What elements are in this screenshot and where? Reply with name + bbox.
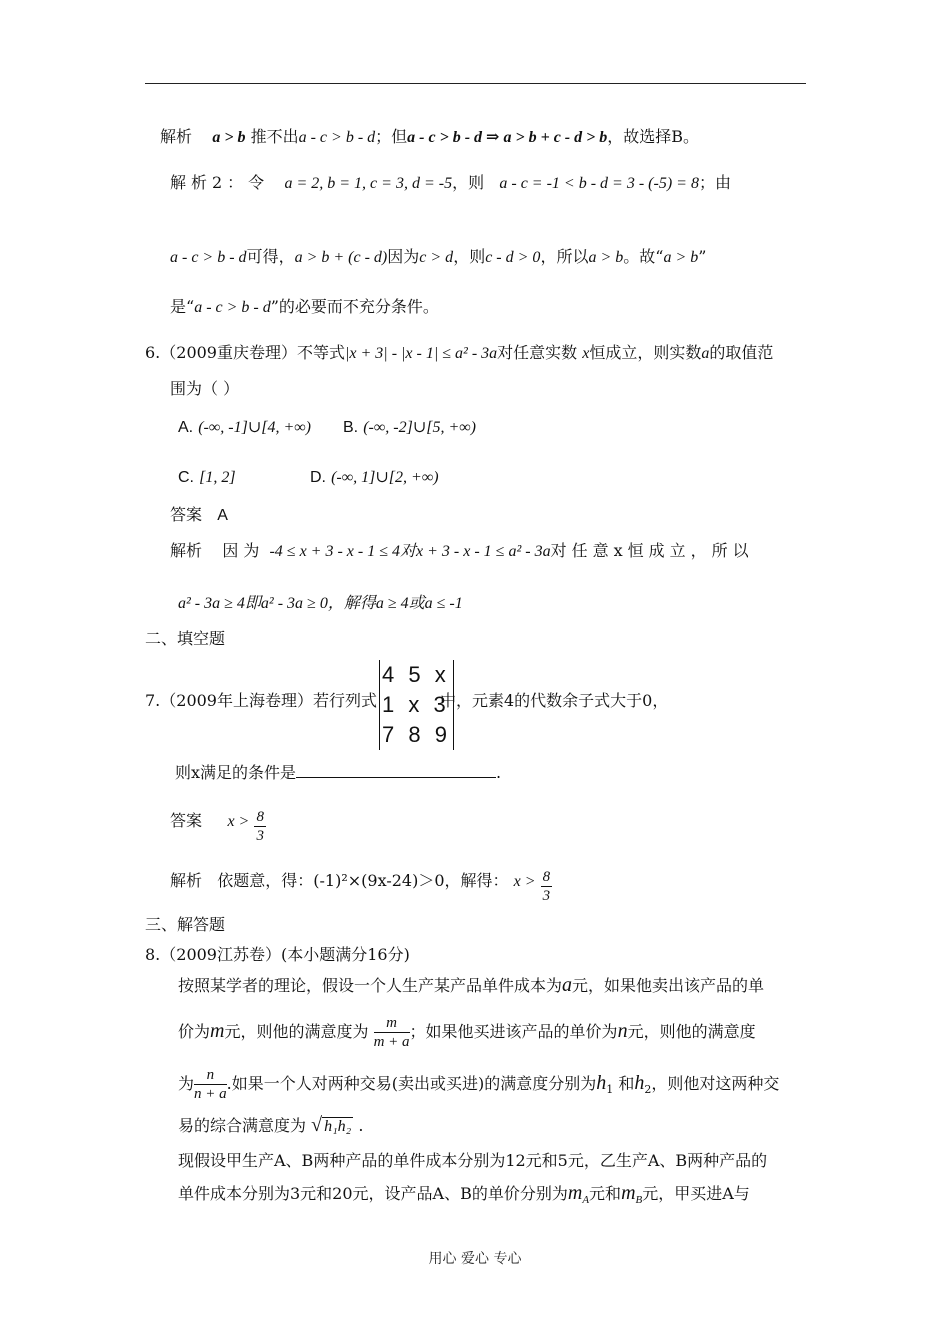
math-expr: a - c > b - d — [170, 249, 247, 266]
subscript: 1 — [606, 1083, 614, 1097]
math-var: m — [210, 1020, 225, 1042]
math-var: a — [562, 974, 573, 996]
option-a — [178, 416, 311, 439]
question-7-answer — [170, 808, 266, 845]
math-var: a — [701, 345, 710, 362]
math-expr: a - c > b - d — [298, 129, 376, 146]
fraction — [374, 1014, 410, 1051]
analysis-2c-line — [170, 296, 439, 319]
text: 元，如果他卖出该产品的单 — [572, 976, 765, 995]
option-label: D. — [310, 469, 326, 486]
determinant-row: 1 x 3 — [382, 692, 450, 717]
option-d — [310, 466, 439, 489]
math-expr: a > b + (c - d) — [294, 249, 388, 266]
option-label: C. — [178, 469, 194, 486]
text: 则x满足的条件是 — [175, 763, 297, 782]
text: . — [358, 1116, 364, 1135]
text: 。故“ — [623, 247, 664, 266]
math-expr: x > — [227, 813, 250, 830]
text: 元，则他的满意度为 — [224, 1022, 369, 1041]
radicand: h₁h₂ — [324, 1118, 352, 1135]
math-expr: |x + 3| - |x - 1| ≤ a² - 3a — [345, 345, 498, 362]
math-expr: -4 ≤ x + 3 - x - 1 ≤ 4对x + 3 - x - 1 ≤ a² - 3a — [269, 543, 551, 560]
analysis-label: 解析 — [170, 871, 203, 890]
text: ；由 — [698, 173, 731, 192]
text: .如果一个人对两种交易(卖出或买进)的满意度分别为 — [226, 1074, 597, 1093]
math-expr: a > b — [588, 249, 624, 266]
text: 元，甲买进A与 — [642, 1184, 750, 1203]
fraction-denominator: n + a — [194, 1086, 227, 1102]
question-8-p3 — [178, 1066, 779, 1103]
text: ；但 — [375, 127, 408, 146]
question-number: 6.（2009重庆卷理）不等式 — [145, 343, 345, 362]
option-b — [343, 416, 476, 439]
question-7-text: 中，元素4的代数余子式大于0， — [440, 691, 669, 710]
answer-value: A — [217, 507, 228, 524]
text: ，则 — [453, 247, 486, 266]
text: 对任意实数 — [497, 343, 578, 362]
text: 按照某学者的理论，假设一个人生产某产品单件成本为 — [178, 976, 563, 995]
subscript: B — [635, 1194, 643, 1207]
math-expr: a > b — [212, 129, 246, 146]
text: 价为 — [178, 1022, 211, 1041]
math-expr: x > — [513, 873, 536, 890]
question-8-head: 8.（2009江苏卷）(本小题满分16分) — [145, 945, 410, 964]
analysis-2-line — [170, 172, 731, 195]
math-var: n — [617, 1020, 628, 1042]
question-8-p2 — [178, 1014, 756, 1051]
math-var: m — [621, 1182, 636, 1204]
math-var: x — [582, 345, 590, 362]
math-var: m — [567, 1182, 583, 1204]
text: 单件成本分别为3元和20元，设产品A、B的单价分别为 — [178, 1184, 568, 1203]
text: 元，则他的满意度 — [627, 1022, 756, 1041]
answer-label: 答案 — [170, 505, 203, 524]
option-value: (-∞, -2]∪[5, +∞) — [363, 419, 476, 436]
square-root — [311, 1114, 353, 1138]
question-6-line2: 围为（ ） — [170, 379, 240, 398]
text: 是“ — [170, 297, 195, 316]
fraction — [194, 1066, 227, 1103]
text: 为 — [178, 1074, 195, 1093]
text: 对任意x恒成立，所以 — [550, 541, 754, 560]
determinant-row: 7 8 9 — [382, 722, 451, 747]
math-expr: a - c > b - d ⇒ a > b + c - d > b — [407, 129, 608, 146]
math-expr: c - d > 0 — [485, 249, 541, 266]
text: ；如果他买进该产品的单价为 — [409, 1022, 618, 1041]
fraction-numerator: 8 — [542, 869, 551, 885]
question-8-p6 — [178, 1182, 750, 1211]
math-var: h — [634, 1072, 645, 1094]
determinant-row: 4 5 x — [382, 662, 450, 687]
text: 因为 — [387, 247, 420, 266]
text: ，所以 — [540, 247, 589, 266]
question-7-analysis — [170, 868, 552, 905]
analysis-2b-line — [170, 246, 706, 269]
option-value: [1, 2] — [199, 469, 236, 486]
fraction — [254, 808, 266, 845]
math-expr: a² - 3a ≥ 4即a² - 3a ≥ 0，解得a ≥ 4或a ≤ -1 — [178, 595, 463, 612]
question-8-p4 — [178, 1114, 363, 1138]
fraction-denominator: 3 — [256, 828, 264, 844]
section-solve: 三、解答题 — [145, 915, 226, 934]
question-7-head: 7.（2009年上海卷理）若行列式 — [145, 691, 377, 710]
text: 推不出 — [250, 127, 299, 146]
option-label: B. — [343, 419, 359, 436]
fraction-numerator: n — [194, 1066, 227, 1085]
radical-sign-icon: √ — [311, 1114, 323, 1136]
question-8-p5: 现假设甲生产A、B两种产品的单件成本分别为12元和5元，乙生产A、B两种产品的 — [178, 1151, 768, 1170]
question-6-analysis — [170, 540, 754, 563]
page-footer: 用心 爱心 专心 — [428, 1251, 522, 1267]
math-expr: a = 2, b = 1, c = 3, d = -5 — [284, 175, 453, 192]
fraction-denominator: m + a — [373, 1034, 410, 1050]
text: ，故选择B。 — [607, 127, 699, 146]
header-rule — [145, 83, 806, 84]
text: 易的综合满意度为 — [178, 1116, 307, 1135]
question-6-line — [145, 342, 773, 365]
math-expr: c > d — [419, 249, 454, 266]
question-6-analysis-2 — [178, 592, 463, 615]
option-label: A. — [178, 419, 194, 436]
option-value: (-∞, 1]∪[2, +∞) — [331, 469, 439, 486]
text: 和 — [618, 1074, 635, 1093]
analysis-label: 解析 — [170, 541, 203, 560]
answer-label: 答案 — [170, 811, 203, 830]
text: 元和 — [589, 1184, 622, 1203]
text: . — [496, 763, 502, 782]
text: ”的必要而不充分条件。 — [270, 297, 439, 316]
math-var: h — [596, 1072, 607, 1094]
fraction — [541, 868, 553, 905]
math-expr: a > b — [663, 249, 699, 266]
fraction-numerator: 8 — [256, 809, 264, 825]
section-fill-blank: 二、填空题 — [145, 629, 226, 648]
fraction-denominator: 3 — [542, 888, 551, 904]
answer-blank — [296, 763, 496, 778]
text: ” — [698, 247, 707, 266]
math-expr: a - c = -1 < b - d = 3 - (-5) = 8 — [499, 175, 699, 192]
fraction-numerator: m — [374, 1014, 410, 1033]
option-value: (-∞, -1]∪[4, +∞) — [198, 419, 311, 436]
text: 的取值范 — [709, 343, 774, 362]
subscript: A — [582, 1194, 590, 1207]
text: 因为 — [222, 541, 265, 560]
subscript: 2 — [644, 1083, 652, 1097]
text: 恒成立，则实数 — [589, 343, 702, 362]
question-6-answer — [170, 504, 228, 527]
text: ，则 — [452, 173, 485, 192]
option-c — [178, 466, 236, 489]
analysis-label: 解析2：令 — [170, 173, 270, 192]
text: 可得， — [246, 247, 295, 266]
text: ，则他对这两种交 — [651, 1074, 780, 1093]
question-8-p1 — [178, 974, 764, 997]
question-7-line2 — [175, 762, 501, 784]
analysis-1-line — [160, 126, 699, 149]
analysis-label: 解析 — [160, 127, 193, 146]
math-expr: a - c > b - d — [194, 299, 271, 316]
text: 依题意，得：(-1)²×(9x-24)＞0，解得： — [217, 871, 509, 890]
